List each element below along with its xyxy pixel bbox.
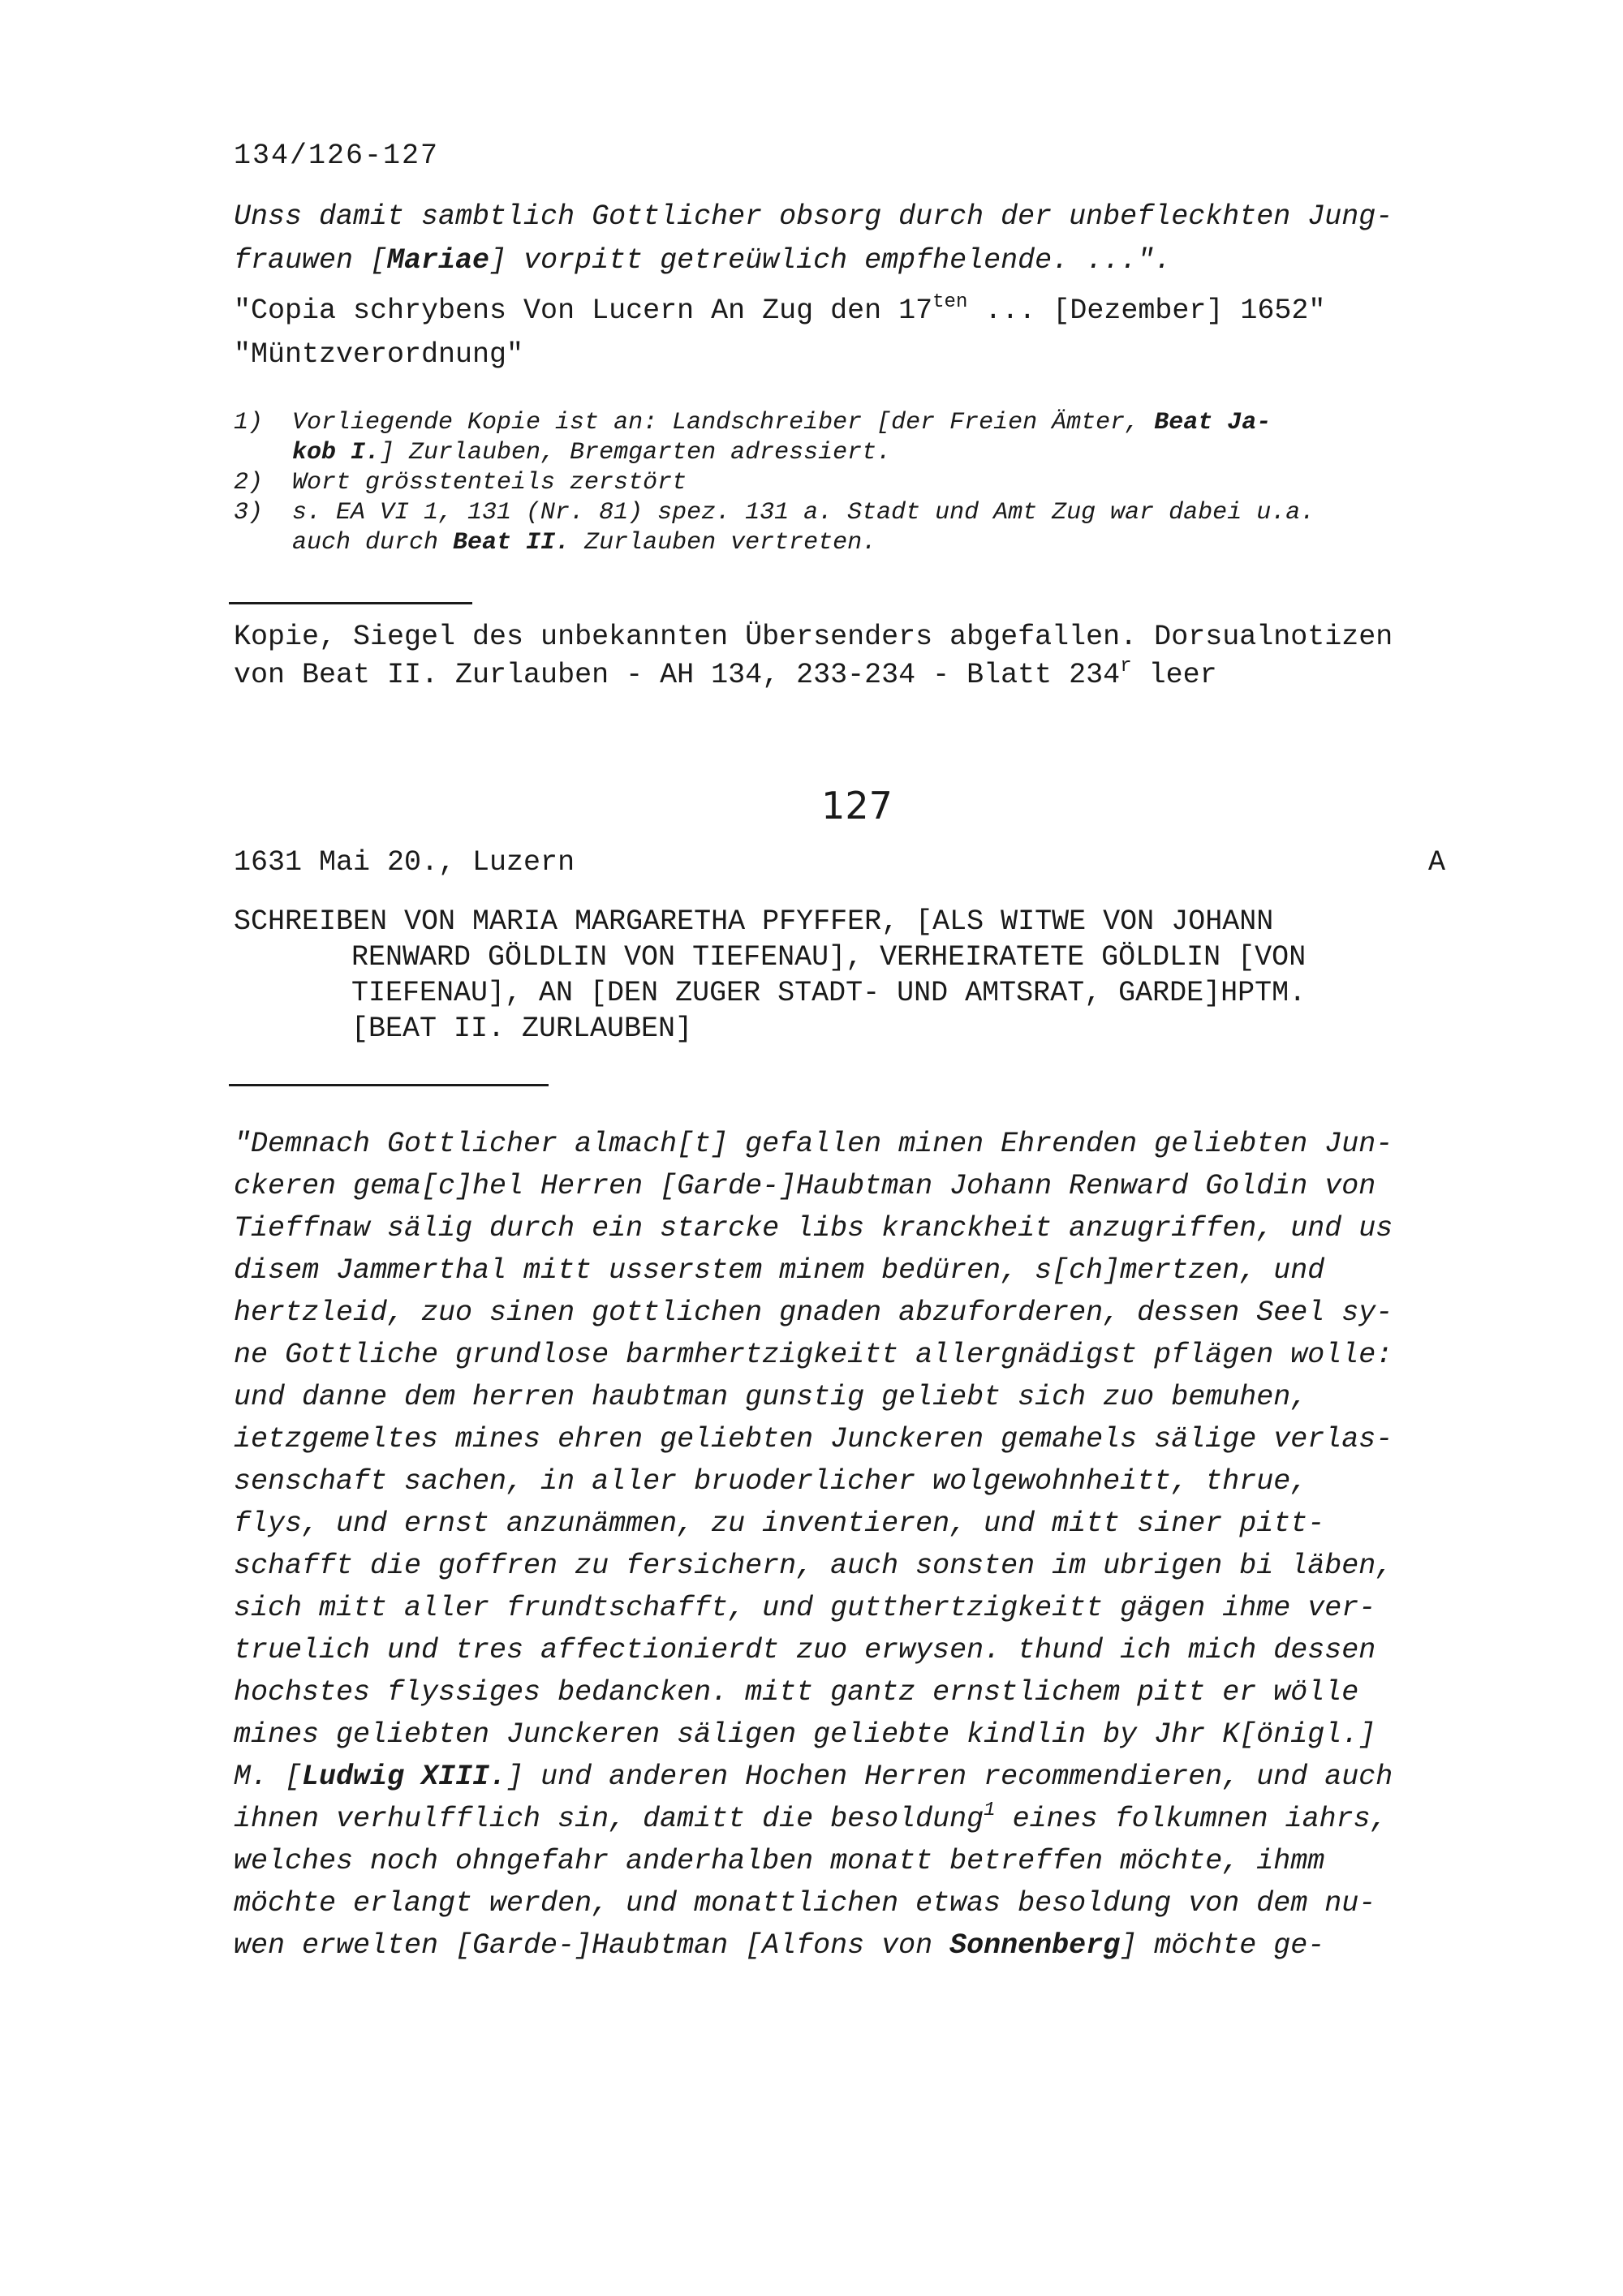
divider [229, 602, 472, 604]
document-type: A [1428, 846, 1446, 879]
body-line: Tieffnaw sälig durch ein starcke libs kranckheit anzugriffen, und us [234, 1212, 1393, 1245]
body-line: ckeren gema[c]hel Herren [Garde-]Haubtman Johann Renward Goldin von [234, 1170, 1376, 1202]
document-heading [234, 904, 1500, 1047]
body-line: sich mitt aller frundtschafft, und gutthertzigkeitt gägen ihme ver- [234, 1592, 1376, 1624]
footnote-line: Wort grösstenteils zerstört [292, 469, 687, 497]
body-line: ihnen verhulfflich sin, damitt die besoldung$^1$ eines folkumnen iahrs, [234, 1799, 1388, 1835]
body-line: mines geliebten Junckeren säligen geliebte kindlin by Jhr K[önigl.] [234, 1718, 1376, 1751]
body-line: wen erwelten [Garde-]Haubtman [Alfons von Sonnenberg] möchte ge- [234, 1929, 1325, 1962]
body-line: flys, und ernst anzunämmen, zu inventieren, und mitt siner pitt- [234, 1507, 1325, 1540]
footnote-number: 3) [234, 499, 264, 527]
document-date-place: 1631 Mai 20., Luzern [234, 846, 575, 879]
body-line: senschaft sachen, in aller bruoderlicher wolgewohnheitt, thrue, [234, 1465, 1308, 1498]
footnotes [234, 408, 1467, 558]
muenz-title: "Müntzverordnung" [234, 338, 524, 371]
body-line: möchte erlangt werden, und monattlichen etwas besoldung von dem nu- [234, 1887, 1376, 1920]
page-reference: 134/126-127 [234, 140, 440, 172]
quote-line: Unss damit sambtlich Gottlicher obsorg durch der unbefleckhten Jung- [234, 200, 1393, 233]
document-body [234, 1123, 1500, 1967]
body-line: ne Gottliche grundlose barmhertzigkeitt allergnädigst pflägen wolle: [234, 1339, 1393, 1371]
body-line: "Demnach Gottlicher almach[t] gefallen minen Ehrenden geliebten Jun- [234, 1128, 1393, 1160]
footnote-line: Vorliegende Kopie ist an: Landschreiber [der Freien Ämter, Beat Ja- [292, 409, 1272, 436]
copia-title: "Copia schrybens Von Lucern An Zug den $17^{ten}$ ... [Dezember] 1652" [234, 291, 1326, 327]
archive-note-line: von Beat II. Zurlauben - AH 134, 233-234 - Blatt 234$^r$ leer [234, 656, 1217, 691]
footnote-marker: 1 [984, 1799, 996, 1821]
archive-note-line: Kopie, Siegel des unbekannten Übersenders abgefallen. Dorsualnotizen [234, 621, 1393, 653]
quote-name-bold: Mariae [387, 244, 490, 277]
body-line: truelich und tres affectionierdt zuo erwysen. thund ich mich dessen [234, 1634, 1376, 1666]
body-line: hochstes flyssiges bedancken. mitt gantz ernstlichem pitt er wölle [234, 1676, 1359, 1709]
footnote-line: auch durch Beat II. Zurlauben vertreten. [292, 529, 877, 557]
body-line: M. [Ludwig XIII.] und anderen Hochen Herren recommendieren, und auch [234, 1761, 1393, 1793]
footnote [234, 498, 1467, 558]
footnote [234, 468, 1467, 498]
body-line: disem Jammerthal mitt usserstem minem bedüren, s[ch]mertzen, und [234, 1254, 1325, 1287]
footnote-number: 1) [234, 409, 264, 436]
archive-note [234, 618, 1393, 694]
heading-line: RENWARD GÖLDLIN VON TIEFENAU], VERHEIRATETE GÖLDLIN [VON [351, 941, 1307, 974]
divider [229, 1084, 549, 1086]
quote-line: frauwen [Mariae] vorpitt getreüwlich empfhelende. ...". [234, 244, 1172, 277]
document-number: 127 [821, 784, 893, 828]
heading-line: SCHREIBEN VON MARIA MARGARETHA PFYFFER, [ALS WITWE VON JOHANN [234, 905, 1274, 938]
body-line: schafft die goffren zu fersichern, auch sonsten im ubrigen bi läben, [234, 1550, 1393, 1582]
footnote-line: s. EA VI 1, 131 (Nr. 81) spez. 131 a. Stadt und Amt Zug war dabei u.a. [292, 499, 1315, 527]
body-line: und danne dem herren haubtman gunstig geliebt sich zuo bemuhen, [234, 1381, 1308, 1413]
body-line: ietzgemeltes mines ehren geliebten Junckeren gemahels sälige verlas- [234, 1423, 1393, 1455]
footnote-line: kob I.] Zurlauben, Bremgarten adressiert. [292, 439, 892, 467]
heading-line: [BEAT II. ZURLAUBEN] [351, 1013, 693, 1045]
name-bold: Sonnenberg [949, 1929, 1121, 1962]
body-line: welches noch ohngefahr anderhalben monatt betreffen möchte, ihmm [234, 1845, 1325, 1877]
name-bold: Ludwig XIII. [302, 1761, 507, 1793]
footnote [234, 408, 1467, 468]
previous-document-quote [234, 195, 1467, 282]
body-line: hertzleid, zuo sinen gottlichen gnaden abzuforderen, dessen Seel sy- [234, 1296, 1393, 1329]
heading-line: TIEFENAU], AN [DEN ZUGER STADT- UND AMTSRAT, GARDE]HPTM. [351, 977, 1307, 1009]
footnote-number: 2) [234, 469, 264, 497]
